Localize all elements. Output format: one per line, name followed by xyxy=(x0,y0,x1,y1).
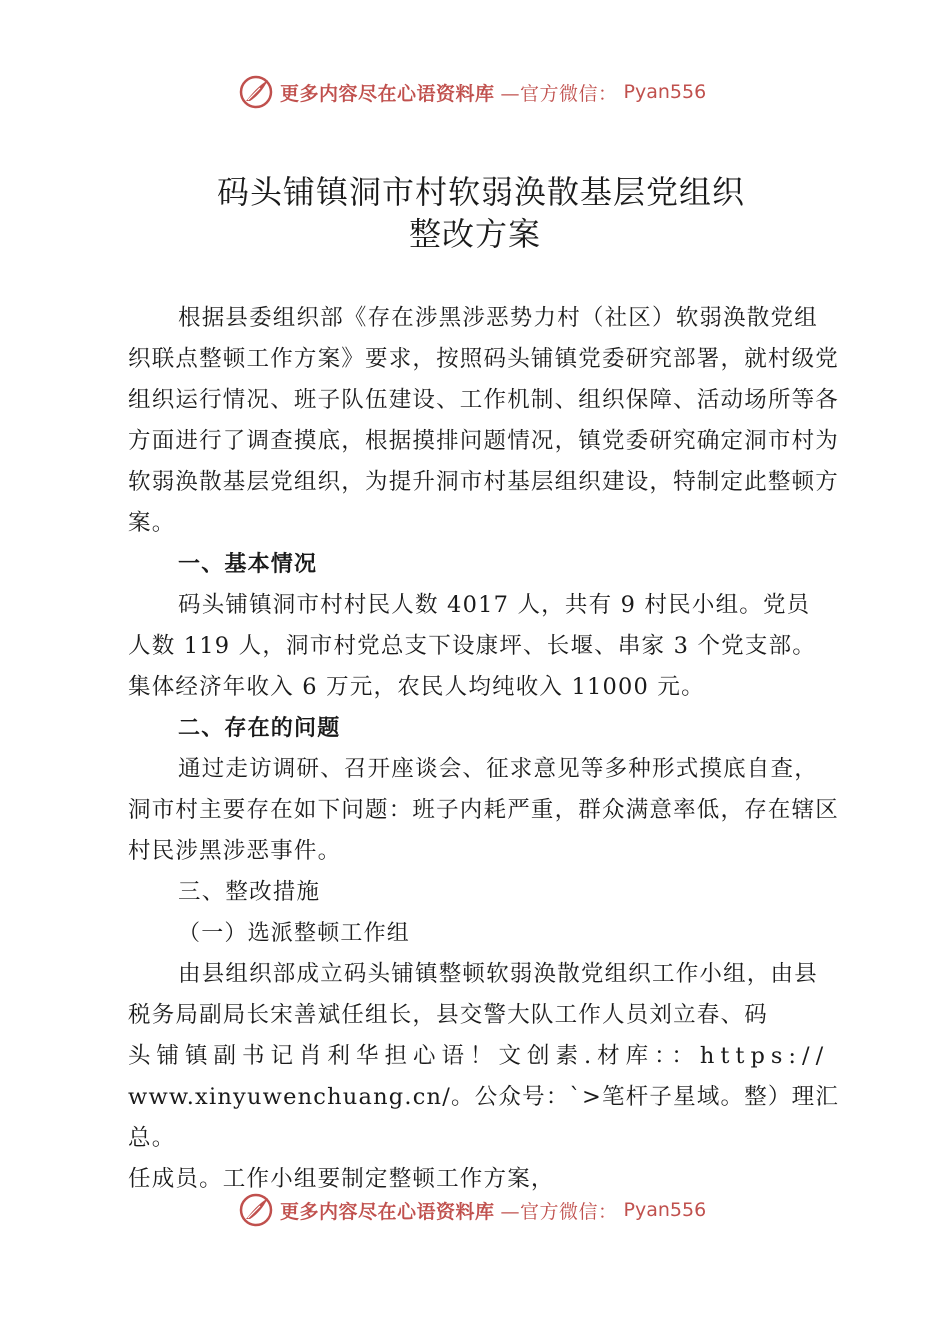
intro-paragraph: 根据县委组织部《存在涉黑涉恶势力村（社区）软弱涣散党组织联点整顿工作方案》要求，按照码头铺镇党委研究部署，就村级党组织运行情况、班子队伍建设、工作机制、组织保障、活动场所等各方面进行了调查摸底，根据摸排问题情况，镇党委研究确定洞市村为软弱涣散基层党组织，为提升洞市村基层组织建设，特制定此整顿方案。 xyxy=(128,305,840,536)
document-title-line2: 整改方案 xyxy=(408,215,541,253)
section3-para-line1: 由县组织部成立码头铺镇整顿软弱涣散党组织工作小组，由县税务局副局长宋善斌任组长，县交警大队工作人员刘立春、码 xyxy=(128,961,818,1028)
document-title-line1: 码头铺镇洞市村软弱涣散基层党组织 xyxy=(216,173,745,211)
banner-mid-text: —官方微信： xyxy=(500,82,618,105)
section3-heading: 三、整改措施 xyxy=(178,879,321,905)
section3-subheading: （一）选派整顿工作组 xyxy=(178,921,411,946)
header-watermark-banner xyxy=(238,72,706,112)
section3-para-line3: www.xinyuwenchuang.cn/。公众号：`>笔杆子星域。整）理汇总。 xyxy=(128,1084,840,1151)
banner-wechat-id: Pyan556 xyxy=(623,81,707,103)
footer-watermark-banner xyxy=(238,1190,706,1230)
quill-logo-icon xyxy=(238,74,274,110)
section3-para-line4: 任成员。工作小组要制定整顿工作方案， xyxy=(128,1166,555,1192)
banner-mid-text: —官方微信： xyxy=(500,1200,618,1223)
section2-paragraph: 通过走访调研、召开座谈会、征求意见等多种形式摸底自查，洞市村主要存在如下问题：班子内耗严重，群众满意率低，存在辖区村民涉黑涉恶事件。 xyxy=(128,756,840,864)
section1-line1: 码头铺镇洞市村村民人数 4017 人，共有 9 村民小组。党员 xyxy=(178,592,811,618)
section3-para-line2: 头铺镇副书记肖利华担心语！文创素.材库：：https:// xyxy=(128,1043,830,1069)
banner-bold-text: 更多内容尽在心语资料库 xyxy=(280,82,495,105)
section1-heading: 一、基本情况 xyxy=(178,552,318,577)
section1-line2: 人数 119 人，洞市村党总支下设康坪、长堰、串家 3 个党支部。 xyxy=(128,633,816,659)
document-body xyxy=(128,298,840,1200)
banner-wechat-id: Pyan556 xyxy=(623,1199,707,1221)
quill-logo-icon xyxy=(238,1192,274,1228)
section1-line3: 集体经济年收入 6 万元，农民人均纯收入 11000 元。 xyxy=(128,674,705,700)
banner-bold-text: 更多内容尽在心语资料库 xyxy=(280,1200,495,1223)
section2-heading: 二、存在的问题 xyxy=(178,716,341,741)
